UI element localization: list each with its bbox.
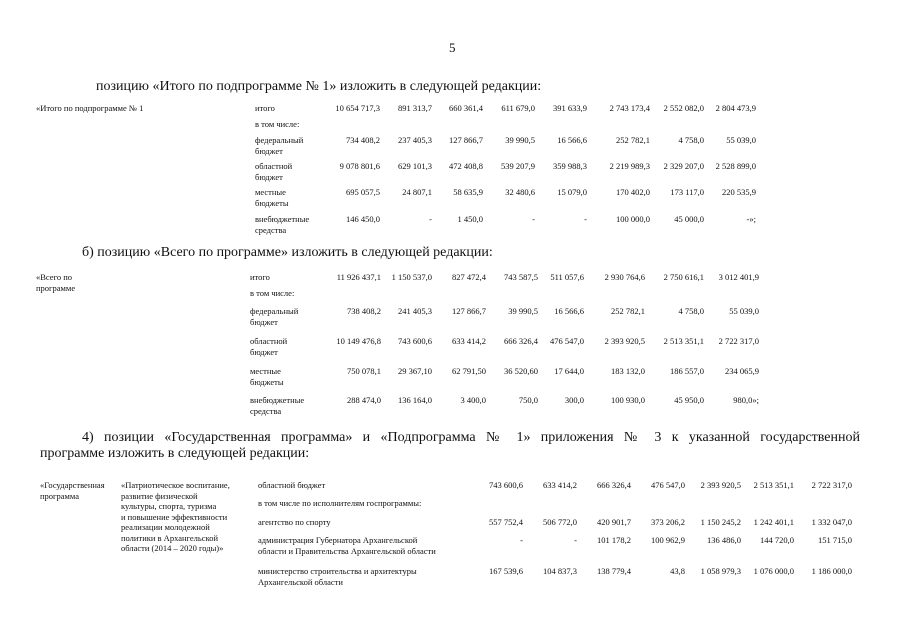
section-b-row-label: «Всего по программе bbox=[36, 272, 76, 293]
section-b-cell: 10 149 476,8 bbox=[336, 336, 381, 346]
section-a-cell: 55 039,0 bbox=[726, 135, 756, 145]
section-a-cell: - bbox=[532, 214, 535, 224]
section-a-cell: 220 535,9 bbox=[722, 187, 756, 197]
section-a-cell: 359 988,3 bbox=[553, 161, 587, 171]
section-a-cell: 629 101,3 bbox=[398, 161, 432, 171]
section-b-heading: б) позицию «Всего по программе» изложить в следующей редакции: bbox=[82, 245, 493, 260]
section-4-cell: 420 901,7 bbox=[597, 517, 631, 527]
section-4-row-label: администрация Губернатора Архангельской области и Правительства Архангельской области bbox=[258, 535, 436, 556]
section-4-cell: 2 513 351,1 bbox=[753, 480, 794, 490]
section-a-cell: 2 552 082,0 bbox=[663, 103, 704, 113]
section-a-cell: -»; bbox=[746, 214, 756, 224]
section-4-cell: 633 414,2 bbox=[543, 480, 577, 490]
section-b-cell: 39 990,5 bbox=[508, 306, 538, 316]
section-a-cell: 660 361,4 bbox=[449, 103, 483, 113]
section-4-cell: 136 486,0 bbox=[707, 535, 741, 545]
section-a-cell: 539 207,9 bbox=[501, 161, 535, 171]
section-b-row-label: внебюджетные средства bbox=[250, 395, 305, 416]
section-a-cell: 173 117,0 bbox=[670, 187, 704, 197]
section-b-cell: 476 547,0 bbox=[550, 336, 584, 346]
section-a-cell: - bbox=[584, 214, 587, 224]
section-4-cell: 1 242 401,1 bbox=[753, 517, 794, 527]
section-b-cell: 11 926 437,1 bbox=[336, 272, 381, 282]
section-b-cell: 750 078,1 bbox=[347, 366, 381, 376]
section-a-cell: 9 078 801,6 bbox=[339, 161, 380, 171]
section-4-cell: 138 779,4 bbox=[597, 566, 631, 576]
section-b-cell: 100 930,0 bbox=[611, 395, 645, 405]
section-a-cell: - bbox=[429, 214, 432, 224]
section-a-row-label: внебюджетные средства bbox=[255, 214, 310, 235]
section-b-row-label: федеральный бюджет bbox=[250, 306, 299, 327]
section-4-cell: 373 206,2 bbox=[651, 517, 685, 527]
section-a-cell: 2 219 989,3 bbox=[609, 161, 650, 171]
section-a-cell: 2 804 473,9 bbox=[715, 103, 756, 113]
section-a-cell: 4 758,0 bbox=[678, 135, 704, 145]
section-a-cell: 32 480,6 bbox=[505, 187, 535, 197]
section-b-cell: 127 866,7 bbox=[452, 306, 486, 316]
section-4-row-label: министерство строительства и архитектуры Архангельской области bbox=[258, 566, 417, 587]
section-a-cell: 16 566,6 bbox=[557, 135, 587, 145]
section-a-cell: 237 405,3 bbox=[398, 135, 432, 145]
section-a-row-label: в том числе: bbox=[255, 119, 300, 129]
section-b-cell: 827 472,4 bbox=[452, 272, 486, 282]
section-a-cell: 58 635,9 bbox=[453, 187, 483, 197]
section-a-cell: 695 057,5 bbox=[346, 187, 380, 197]
section-b-cell: 55 039,0 bbox=[729, 306, 759, 316]
section-a-cell: 24 807,1 bbox=[402, 187, 432, 197]
section-4-cell: - bbox=[520, 535, 523, 545]
section-a-row-label: «Итого по подпрограмме № 1 bbox=[36, 103, 144, 113]
section-4-cell: 104 837,3 bbox=[543, 566, 577, 576]
section-b-cell: 2 722 317,0 bbox=[718, 336, 759, 346]
section-b-cell: 666 326,4 bbox=[504, 336, 538, 346]
section-a-cell: 472 408,8 bbox=[449, 161, 483, 171]
section-b-cell: 183 132,0 bbox=[611, 366, 645, 376]
section-a-cell: 2 329 207,0 bbox=[663, 161, 704, 171]
section-4-cell: 167 539,6 bbox=[489, 566, 523, 576]
section-b-cell: 234 065,9 bbox=[725, 366, 759, 376]
section-b-cell: 633 414,2 bbox=[452, 336, 486, 346]
section-b-cell: 136 164,0 bbox=[398, 395, 432, 405]
section-b-cell: 45 950,0 bbox=[674, 395, 704, 405]
section-a-row-label: местные бюджеты bbox=[255, 187, 289, 208]
section-b-row-label: местные бюджеты bbox=[250, 366, 284, 387]
section-a-row-label: областной бюджет bbox=[255, 161, 293, 182]
section-a-cell: 100 000,0 bbox=[616, 214, 650, 224]
section-4-cell: 506 772,0 bbox=[543, 517, 577, 527]
section-a-cell: 891 313,7 bbox=[398, 103, 432, 113]
section-b-cell: 3 400,0 bbox=[460, 395, 486, 405]
section-a-cell: 252 782,1 bbox=[616, 135, 650, 145]
section-b-cell: 743 587,5 bbox=[504, 272, 538, 282]
section-4-cell: 743 600,6 bbox=[489, 480, 523, 490]
section-b-cell: 16 566,6 bbox=[554, 306, 584, 316]
section-b-cell: 17 644,0 bbox=[554, 366, 584, 376]
section-b-row-label: областной бюджет bbox=[250, 336, 288, 357]
section-b-cell: 511 057,6 bbox=[550, 272, 584, 282]
section-a-row-label: итого bbox=[255, 103, 275, 113]
section-b-cell: 743 600,6 bbox=[398, 336, 432, 346]
section-b-cell: 300,0 bbox=[564, 395, 584, 405]
page-number: 5 bbox=[449, 40, 456, 55]
section-b-cell: 252 782,1 bbox=[611, 306, 645, 316]
section-4-cell: 666 326,4 bbox=[597, 480, 631, 490]
section-b-cell: 1 150 537,0 bbox=[391, 272, 432, 282]
section-a-cell: 391 633,9 bbox=[553, 103, 587, 113]
section-b-cell: 750,0 bbox=[518, 395, 538, 405]
section-4-cell: 1 186 000,0 bbox=[811, 566, 852, 576]
section-b-cell: 29 367,10 bbox=[398, 366, 432, 376]
section-a-cell: 2 528 899,0 bbox=[715, 161, 756, 171]
section-4-cell: 151 715,0 bbox=[818, 535, 852, 545]
section-4-col1: «Государственная программа bbox=[40, 480, 105, 501]
section-4-cell: 476 547,0 bbox=[651, 480, 685, 490]
section-b-row-label: в том числе: bbox=[250, 288, 295, 298]
section-b-cell: 2 930 764,6 bbox=[604, 272, 645, 282]
section-a-heading: позицию «Итого по подпрограмме № 1» изложить в следующей редакции: bbox=[96, 79, 542, 94]
section-4-heading-line1: 4) позиции «Государственная программа» и «Подпрограмма № 1» приложения № 3 к указанной государственной bbox=[82, 430, 860, 445]
section-4-cell: 144 720,0 bbox=[760, 535, 794, 545]
section-4-cell: 2 393 920,5 bbox=[700, 480, 741, 490]
section-a-cell: 127 866,7 bbox=[449, 135, 483, 145]
section-b-cell: 288 474,0 bbox=[347, 395, 381, 405]
section-a-cell: 146 450,0 bbox=[346, 214, 380, 224]
section-4-cell: 1 332 047,0 bbox=[811, 517, 852, 527]
section-4-cell: 43,8 bbox=[670, 566, 685, 576]
section-b-cell: 36 520,60 bbox=[504, 366, 538, 376]
section-a-cell: 10 654 717,3 bbox=[335, 103, 380, 113]
section-b-cell: 4 758,0 bbox=[678, 306, 704, 316]
section-4-heading-line2: программе изложить в следующей редакции: bbox=[40, 446, 310, 461]
section-b-row-label: итого bbox=[250, 272, 270, 282]
section-b-cell: 980,0»; bbox=[733, 395, 759, 405]
section-4-row-label: в том числе по исполнителям госпрограммы: bbox=[258, 498, 422, 508]
section-a-cell: 15 079,0 bbox=[557, 187, 587, 197]
section-a-cell: 611 679,0 bbox=[501, 103, 535, 113]
section-b-cell: 3 012 401,9 bbox=[718, 272, 759, 282]
section-a-cell: 39 990,5 bbox=[505, 135, 535, 145]
section-a-cell: 2 743 173,4 bbox=[609, 103, 650, 113]
section-4-cell: 100 962,9 bbox=[651, 535, 685, 545]
section-a-row-label: федеральный бюджет bbox=[255, 135, 304, 156]
section-4-cell: 557 752,4 bbox=[489, 517, 523, 527]
section-a-cell: 45 000,0 bbox=[674, 214, 704, 224]
section-4-cell: 1 150 245,2 bbox=[700, 517, 741, 527]
section-4-col2: «Патриотическое воспитание, развитие физической культуры, спорта, туризма и повышение эффективности реализации молодежной политики в Архангельской области (2014 – 2020 годы)» bbox=[121, 480, 230, 553]
section-b-cell: 62 791,50 bbox=[452, 366, 486, 376]
section-4-cell: - bbox=[574, 535, 577, 545]
section-4-row-label: агентство по спорту bbox=[258, 517, 331, 527]
section-b-cell: 241 405,3 bbox=[398, 306, 432, 316]
section-4-cell: 1 058 979,3 bbox=[700, 566, 741, 576]
section-a-cell: 170 402,0 bbox=[616, 187, 650, 197]
section-4-row-label: областной бюджет bbox=[258, 480, 326, 490]
section-b-cell: 186 557,0 bbox=[670, 366, 704, 376]
section-4-cell: 101 178,2 bbox=[597, 535, 631, 545]
section-b-cell: 2 393 920,5 bbox=[604, 336, 645, 346]
section-a-cell: 1 450,0 bbox=[457, 214, 483, 224]
section-4-cell: 2 722 317,0 bbox=[811, 480, 852, 490]
section-b-cell: 738 408,2 bbox=[347, 306, 381, 316]
section-b-cell: 2 513 351,1 bbox=[663, 336, 704, 346]
section-a-cell: 734 408,2 bbox=[346, 135, 380, 145]
section-b-cell: 2 750 616,1 bbox=[663, 272, 704, 282]
section-4-cell: 1 076 000,0 bbox=[753, 566, 794, 576]
